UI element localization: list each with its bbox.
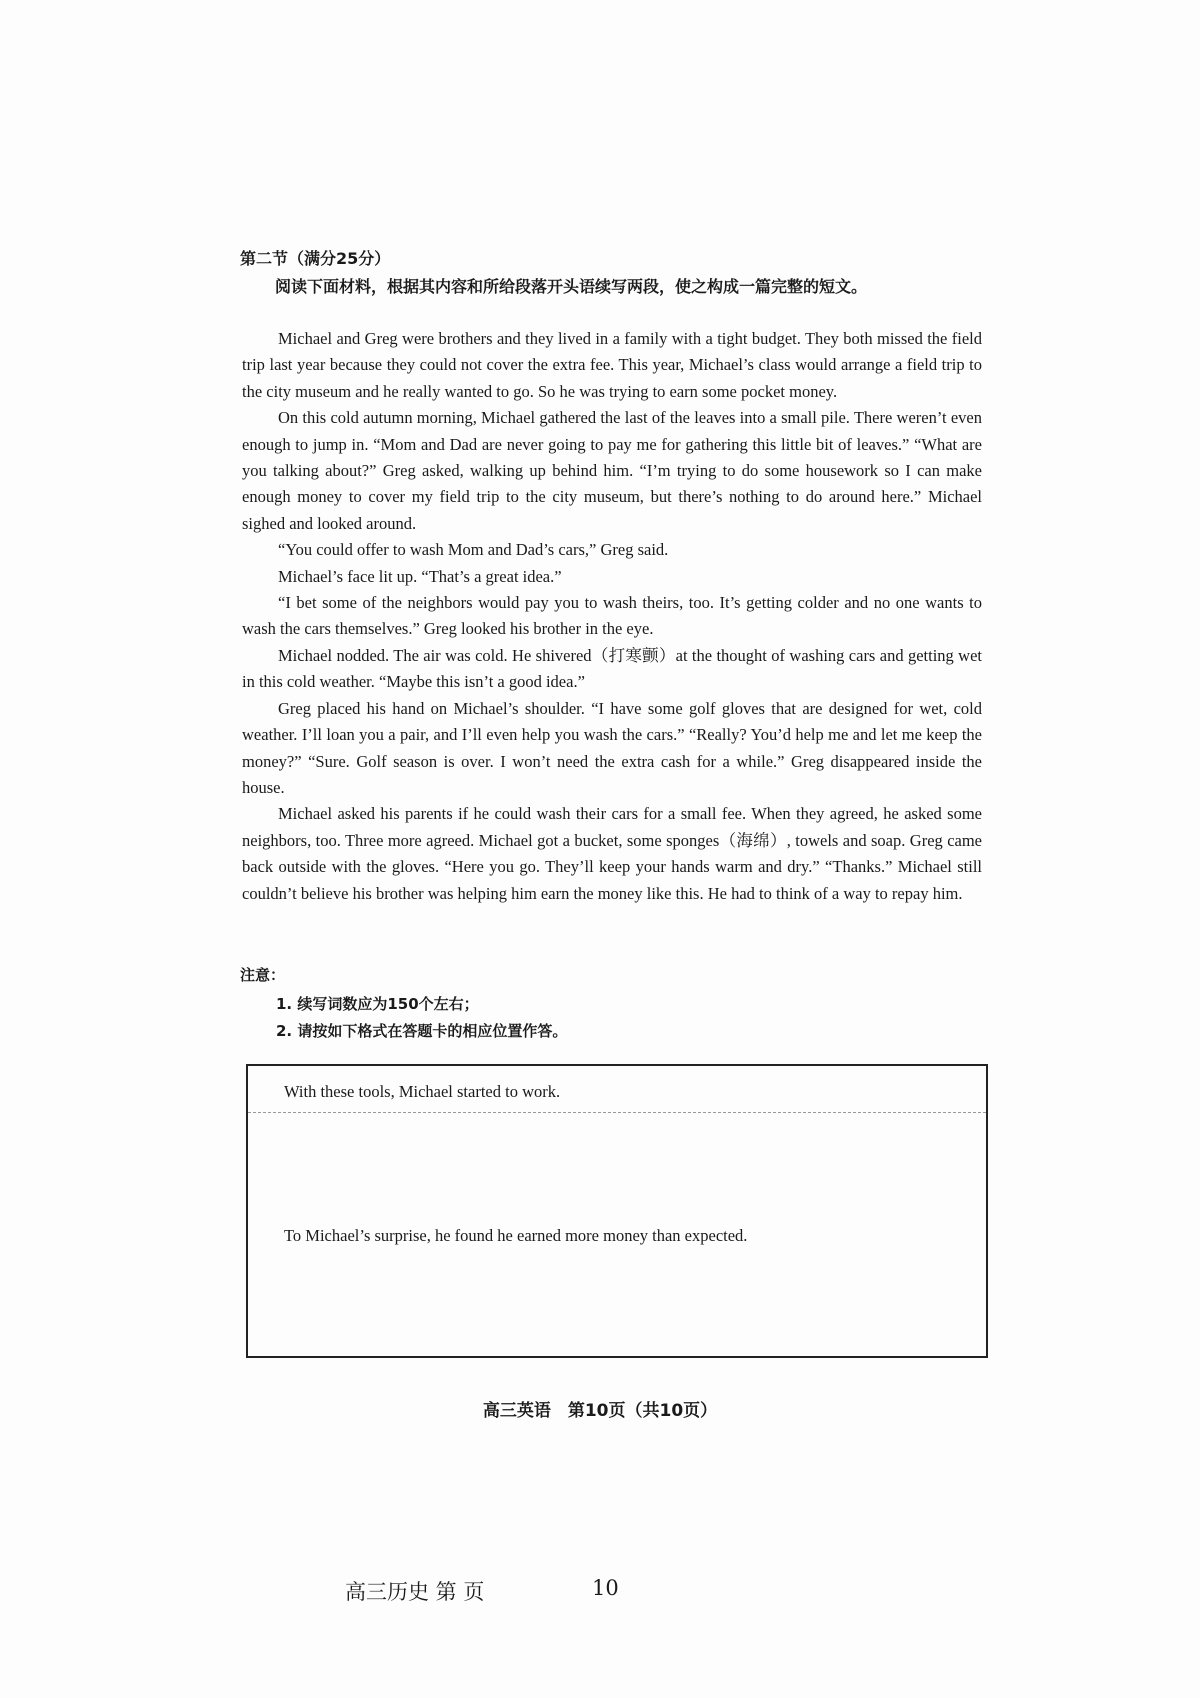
passage-paragraph: Greg placed his hand on Michael’s shoulder. “I have some golf gloves that are designed for wet, cold weather. I’ll loan you a pair, and I’ll even help you wash the cars.” “Really? You’d help me and let me keep the money?” “Sure. Golf season is over. I won’t need the extra cash for a while.” Greg disappeared inside the house. [242,698,982,797]
section-heading: 第二节（满分25分） [240,249,391,268]
passage-paragraph: Michael nodded. The air was cold. He shivered（打寒颤）at the thought of washing cars and getting wet in this cold weather. “Maybe this isn’t a good idea.” [242,645,982,692]
passage-paragraph: “You could offer to wash Mom and Dad’s cars,” Greg said. [278,540,669,560]
passage-paragraph: “I bet some of the neighbors would pay you to wash theirs, too. It’s getting colder and no one wants to wash the cars themselves.” Greg looked his brother in the eye. [242,593,982,639]
note-item: 1. 续写词数应为150个左右； [276,995,479,1013]
section-instruction: 阅读下面材料，根据其内容和所给段落开头语续写两段，使之构成一篇完整的短文。 [275,277,868,296]
reading-passage [242,326,982,907]
passage-paragraph: Michael’s face lit up. “That’s a great idea.” [278,566,562,586]
notes-title: 注意： [240,966,286,984]
passage-paragraph: On this cold autumn morning, Michael gathered the last of the leaves into a small pile. There weren’t even enough to jump in. “Mom and Dad are never going to pay me for gathering this little bit of leaves.” “What are you talking about?” Greg asked, walking up behind him. “I’m trying to do some housework so I can make enough money to cover my field trip to the city museum, but there’s nothing to do around here.” Michael sighed and looked around. [242,408,982,533]
answer-box [246,1064,988,1358]
bottom-page-number: 10 [592,1576,619,1600]
passage-paragraph: Michael and Greg were brothers and they lived in a family with a tight budget. They both missed the field trip last year because they could not cover the extra fee. This year, Michael’s class would arrange a field trip to the city museum and he really wanted to go. So he was trying to earn some pocket money. [242,329,982,401]
paragraph-opener-1: With these tools, Michael started to work. [284,1082,561,1101]
note-item: 2. 请按如下格式在答题卡的相应位置作答。 [276,1022,568,1040]
bottom-footer-label: 高三历史 第 页 [345,1580,485,1604]
passage-paragraph: Michael asked his parents if he could wash their cars for a small fee. When they agreed, he asked some neighbors, too. Three more agreed. Michael got a bucket, some sponges（海绵）, towels and soap. Greg came back outside with the gloves. “Here you go. They’ll keep your hands warm and dry.” “Thanks.” Michael still couldn’t believe his brother was helping him earn the money like this. He had to think of a way to repay him. [242,804,982,903]
page-footer: 高三英语 第10页（共10页） [482,1401,718,1421]
divider [248,1112,986,1113]
notes-section [240,964,567,1047]
paragraph-opener-2: To Michael’s surprise, he found he earned more money than expected. [284,1226,748,1245]
